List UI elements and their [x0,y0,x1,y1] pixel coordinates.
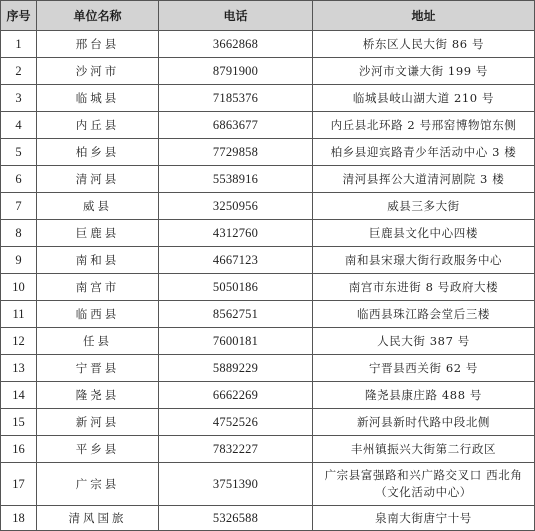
row-address: 新河县新时代路中段北侧 [313,409,535,436]
row-serial-number: 11 [1,301,37,328]
row-address: 清河县挥公大道清河剧院 3 楼 [313,166,535,193]
row-serial-number: 1 [1,31,37,58]
row-phone: 4312760 [159,220,313,247]
row-unit-name: 隆尧县 [37,382,159,409]
row-serial-number: 10 [1,274,37,301]
row-phone: 5889229 [159,355,313,382]
row-serial-number: 15 [1,409,37,436]
row-serial-number: 16 [1,436,37,463]
row-serial-number: 17 [1,463,37,506]
row-unit-name: 沙河市 [37,58,159,85]
row-address: 柏乡县迎宾路青少年活动中心 3 楼 [313,139,535,166]
row-phone: 5326588 [159,506,313,531]
row-unit-name: 南和县 [37,247,159,274]
row-unit-name: 内丘县 [37,112,159,139]
row-address: 南宫市东进街 8 号政府大楼 [313,274,535,301]
row-phone: 7832227 [159,436,313,463]
table-row [1,463,535,506]
row-unit-name: 平乡县 [37,436,159,463]
header-unit-name: 单位名称 [37,1,159,31]
row-phone: 7185376 [159,85,313,112]
row-unit-name: 清河县 [37,166,159,193]
row-unit-name: 柏乡县 [37,139,159,166]
table-row [1,355,535,382]
row-serial-number: 8 [1,220,37,247]
row-address: 巨鹿县文化中心四楼 [313,220,535,247]
row-serial-number: 2 [1,58,37,85]
row-serial-number: 12 [1,328,37,355]
header-row [1,1,535,31]
row-serial-number: 6 [1,166,37,193]
table-row [1,506,535,531]
row-phone: 8562751 [159,301,313,328]
row-serial-number: 4 [1,112,37,139]
header-address: 地址 [313,1,535,31]
row-serial-number: 14 [1,382,37,409]
row-address: 宁晋县西关街 62 号 [313,355,535,382]
table-row [1,301,535,328]
row-phone: 3662868 [159,31,313,58]
table-row [1,274,535,301]
row-serial-number: 9 [1,247,37,274]
header-serial-number: 序号 [1,1,37,31]
row-address: 泉南大街唐宁十号 [313,506,535,531]
row-address: 桥东区人民大街 86 号 [313,31,535,58]
table-row [1,112,535,139]
row-phone: 3751390 [159,463,313,506]
row-address: 广宗县富强路和兴广路交叉口 西北角（文化活动中心） [313,463,535,506]
row-address: 临西县珠江路会堂后三楼 [313,301,535,328]
row-phone: 6662269 [159,382,313,409]
row-address: 隆尧县康庄路 488 号 [313,382,535,409]
table-row [1,247,535,274]
row-unit-name: 临西县 [37,301,159,328]
table-row [1,58,535,85]
row-unit-name: 广宗县 [37,463,159,506]
table-row [1,436,535,463]
table-row [1,166,535,193]
row-unit-name: 邢台县 [37,31,159,58]
table-row [1,193,535,220]
row-unit-name: 新河县 [37,409,159,436]
row-address: 人民大街 387 号 [313,328,535,355]
row-address: 沙河市文谦大街 199 号 [313,58,535,85]
table-row [1,139,535,166]
row-phone: 5538916 [159,166,313,193]
row-unit-name: 巨鹿县 [37,220,159,247]
table-body [1,31,535,531]
row-serial-number: 13 [1,355,37,382]
row-serial-number: 5 [1,139,37,166]
table-row [1,409,535,436]
row-unit-name: 威县 [37,193,159,220]
row-serial-number: 3 [1,85,37,112]
row-phone: 7600181 [159,328,313,355]
table-row [1,85,535,112]
row-phone: 3250956 [159,193,313,220]
row-phone: 4752526 [159,409,313,436]
row-unit-name: 宁晋县 [37,355,159,382]
row-address: 威县三多大街 [313,193,535,220]
row-phone: 6863677 [159,112,313,139]
table-row [1,31,535,58]
table-row [1,328,535,355]
row-phone: 8791900 [159,58,313,85]
row-phone: 7729858 [159,139,313,166]
row-phone: 5050186 [159,274,313,301]
row-unit-name: 清风国旅 [37,506,159,531]
table-header [1,1,535,31]
row-serial-number: 7 [1,193,37,220]
row-serial-number: 18 [1,506,37,531]
table-row [1,382,535,409]
header-phone: 电话 [159,1,313,31]
row-unit-name: 南宫市 [37,274,159,301]
table-row [1,220,535,247]
row-unit-name: 临城县 [37,85,159,112]
row-unit-name: 任县 [37,328,159,355]
row-address: 内丘县北环路 2 号邢窑博物馆东侧 [313,112,535,139]
row-address: 南和县宋璟大街行政服务中心 [313,247,535,274]
row-phone: 4667123 [159,247,313,274]
row-address: 临城县岐山湖大道 210 号 [313,85,535,112]
row-address: 丰州镇振兴大街第二行政区 [313,436,535,463]
